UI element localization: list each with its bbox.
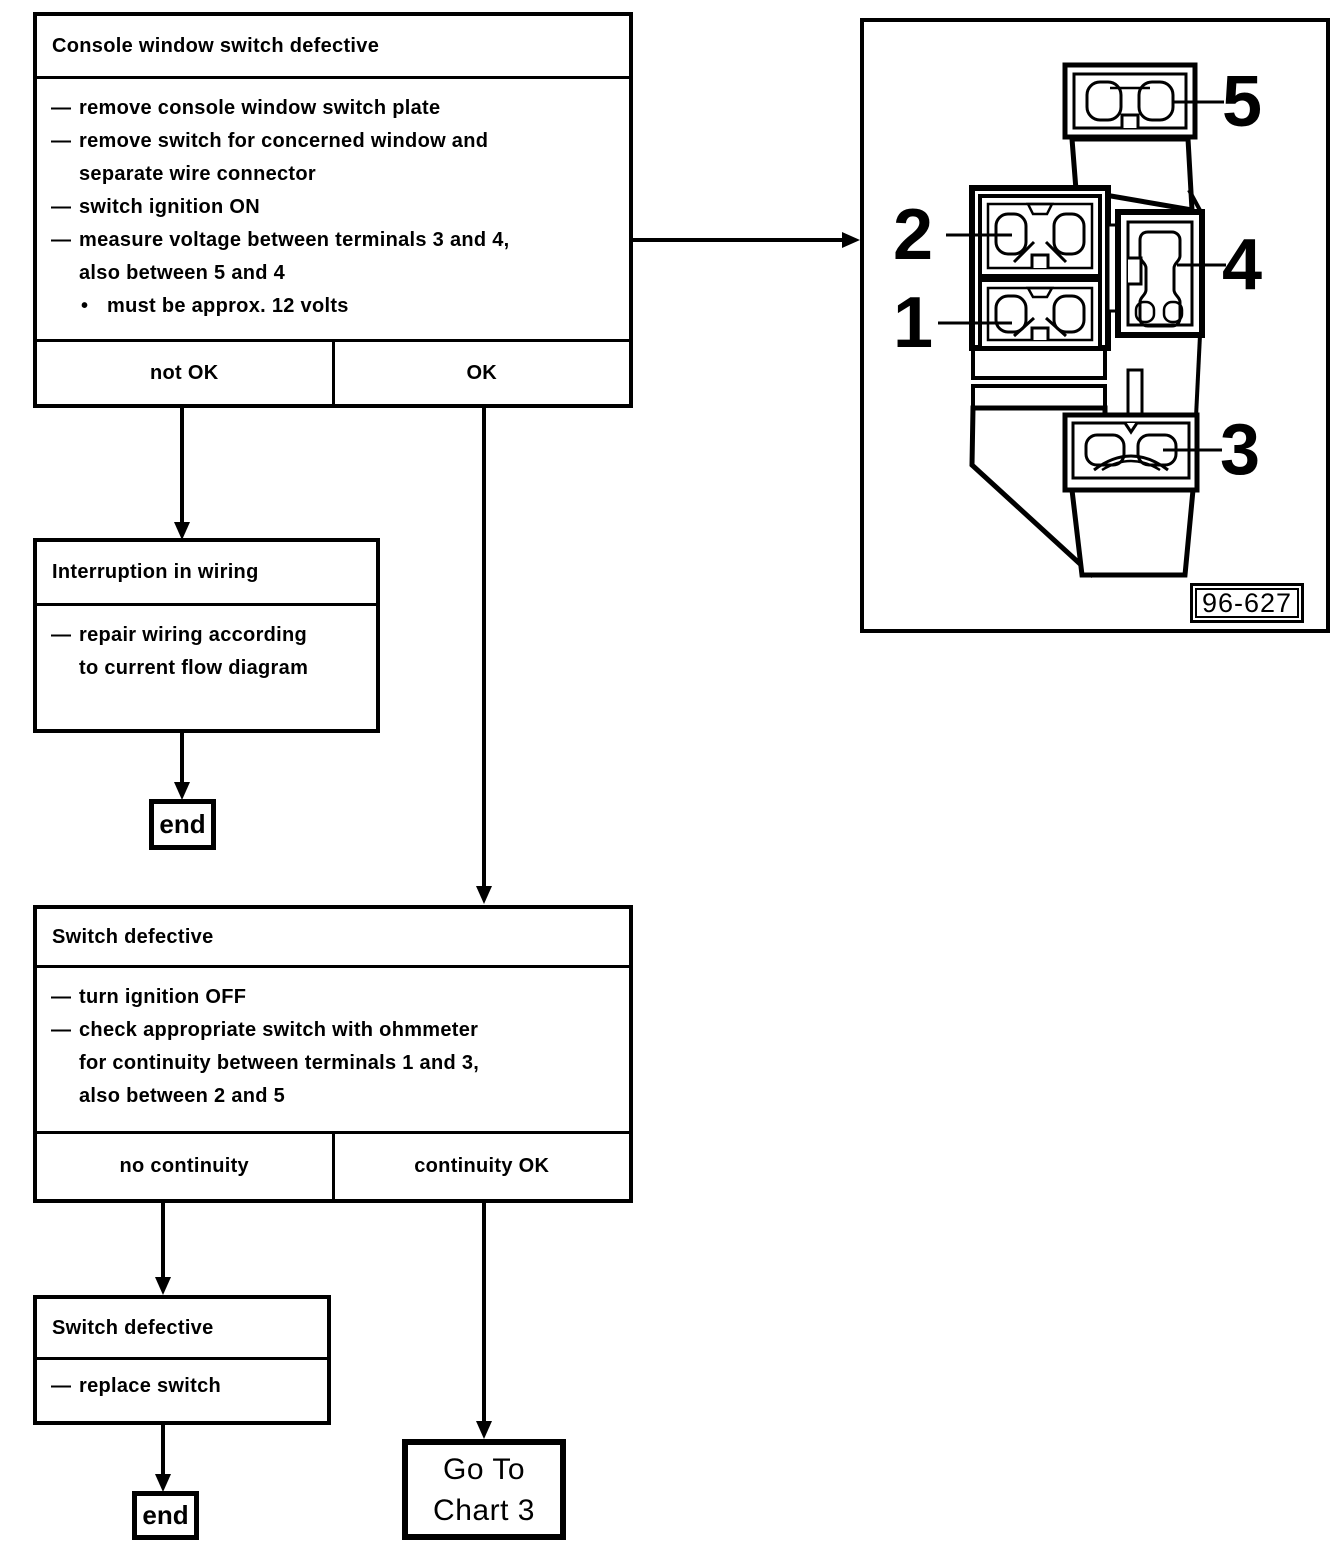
instruction-line	[51, 652, 368, 685]
instruction-text: to current flow diagram	[79, 657, 309, 679]
dash-bullet: —	[51, 1375, 72, 1397]
dash-bullet: —	[51, 196, 72, 218]
arrow-continuity-ok-down	[476, 1203, 492, 1439]
instruction-line	[51, 981, 621, 1014]
instruction-line	[51, 1370, 319, 1403]
instruction-line	[51, 92, 621, 125]
dash-bullet: —	[51, 1019, 72, 1041]
outcome-cell-no-continuity: no continuity	[119, 1155, 249, 1177]
end-terminator: end	[132, 1491, 199, 1540]
outcome-row	[37, 1131, 629, 1199]
flow-box-title: Switch defective	[37, 909, 629, 968]
dash-bullet	[51, 257, 79, 290]
instruction-line	[51, 191, 621, 224]
flow-box-switch-check	[33, 905, 633, 1203]
flow-box-title: Console window switch defective	[37, 16, 629, 79]
goto-line2: Chart 3	[433, 1493, 535, 1527]
figure-number-box	[1190, 583, 1304, 623]
instruction-line	[51, 224, 621, 257]
instruction-text: separate wire connector	[79, 163, 316, 185]
dash-bullet: —	[51, 986, 72, 1008]
end-terminator: end	[149, 799, 216, 850]
instruction-text: check appropriate switch with ohmmeter	[79, 1019, 479, 1041]
arrow-no-continuity-down	[155, 1203, 171, 1295]
terminal-number-5: 5	[1222, 62, 1263, 142]
instruction-text: also between 2 and 5	[79, 1085, 286, 1107]
figure-number: 96-627	[1195, 588, 1299, 618]
dash-bullet	[51, 158, 79, 191]
arrow-interruption-to-end	[174, 733, 190, 800]
flow-box-switch-replace	[33, 1295, 331, 1425]
terminal-number-4: 4	[1222, 225, 1263, 305]
arrow-replace-to-end	[155, 1425, 171, 1492]
flow-box-title: Switch defective	[37, 1299, 327, 1360]
instruction-text: repair wiring according	[79, 624, 308, 646]
dash-bullet	[51, 1080, 79, 1113]
instruction-line	[51, 1047, 621, 1080]
instruction-text: remove switch for concerned window and	[79, 130, 489, 152]
instruction-text: replace switch	[79, 1375, 222, 1397]
instruction-list	[37, 968, 629, 1131]
outcome-row	[37, 339, 629, 404]
instruction-line	[51, 1014, 621, 1047]
instruction-text: also between 5 and 4	[79, 262, 286, 284]
instruction-text: turn ignition OFF	[79, 986, 247, 1008]
flow-box-interruption	[33, 538, 380, 733]
instruction-text: remove console window switch plate	[79, 97, 441, 119]
instruction-line	[51, 290, 621, 323]
dot-bullet: •	[81, 295, 89, 317]
terminal-number-1: 1	[893, 283, 934, 363]
terminal-4-housing	[1108, 190, 1202, 417]
instruction-line	[51, 1080, 621, 1113]
instruction-text: switch ignition ON	[79, 196, 260, 218]
instruction-text: measure voltage between terminals 3 and 4,	[79, 229, 510, 251]
flow-box-title: Interruption in wiring	[37, 542, 376, 606]
terminal-number-2: 2	[893, 195, 934, 275]
instruction-line	[51, 257, 621, 290]
instruction-line	[51, 125, 621, 158]
outcome-cell-ok: OK	[332, 342, 630, 404]
dash-bullet: —	[51, 130, 72, 152]
instruction-list	[37, 79, 629, 339]
dash-bullet: —	[51, 97, 72, 119]
instruction-line	[51, 158, 621, 191]
terminal-number-3: 3	[1220, 410, 1261, 490]
connector-figure-frame	[860, 18, 1330, 633]
instruction-list	[37, 1360, 327, 1421]
dash-bullet	[51, 652, 79, 685]
outcome-cell-not-ok: not OK	[150, 361, 219, 384]
dash-bullet	[51, 1047, 79, 1080]
goto-line1: Go To	[443, 1452, 525, 1486]
outcome-cell-continuity-ok: continuity OK	[332, 1134, 630, 1199]
arrow-ok-down	[476, 408, 492, 904]
goto-chart-box	[402, 1439, 566, 1540]
dash-bullet: —	[51, 229, 72, 251]
instruction-line	[51, 619, 368, 652]
arrow-to-connector-figure	[633, 232, 860, 248]
instruction-text: for continuity between terminals 1 and 3,	[79, 1052, 480, 1074]
dash-bullet: —	[51, 624, 72, 646]
arrow-not-ok-down	[174, 408, 190, 540]
instruction-text: must be approx. 12 volts	[107, 295, 349, 317]
instruction-list	[37, 606, 376, 729]
flow-box-console-switch	[33, 12, 633, 408]
